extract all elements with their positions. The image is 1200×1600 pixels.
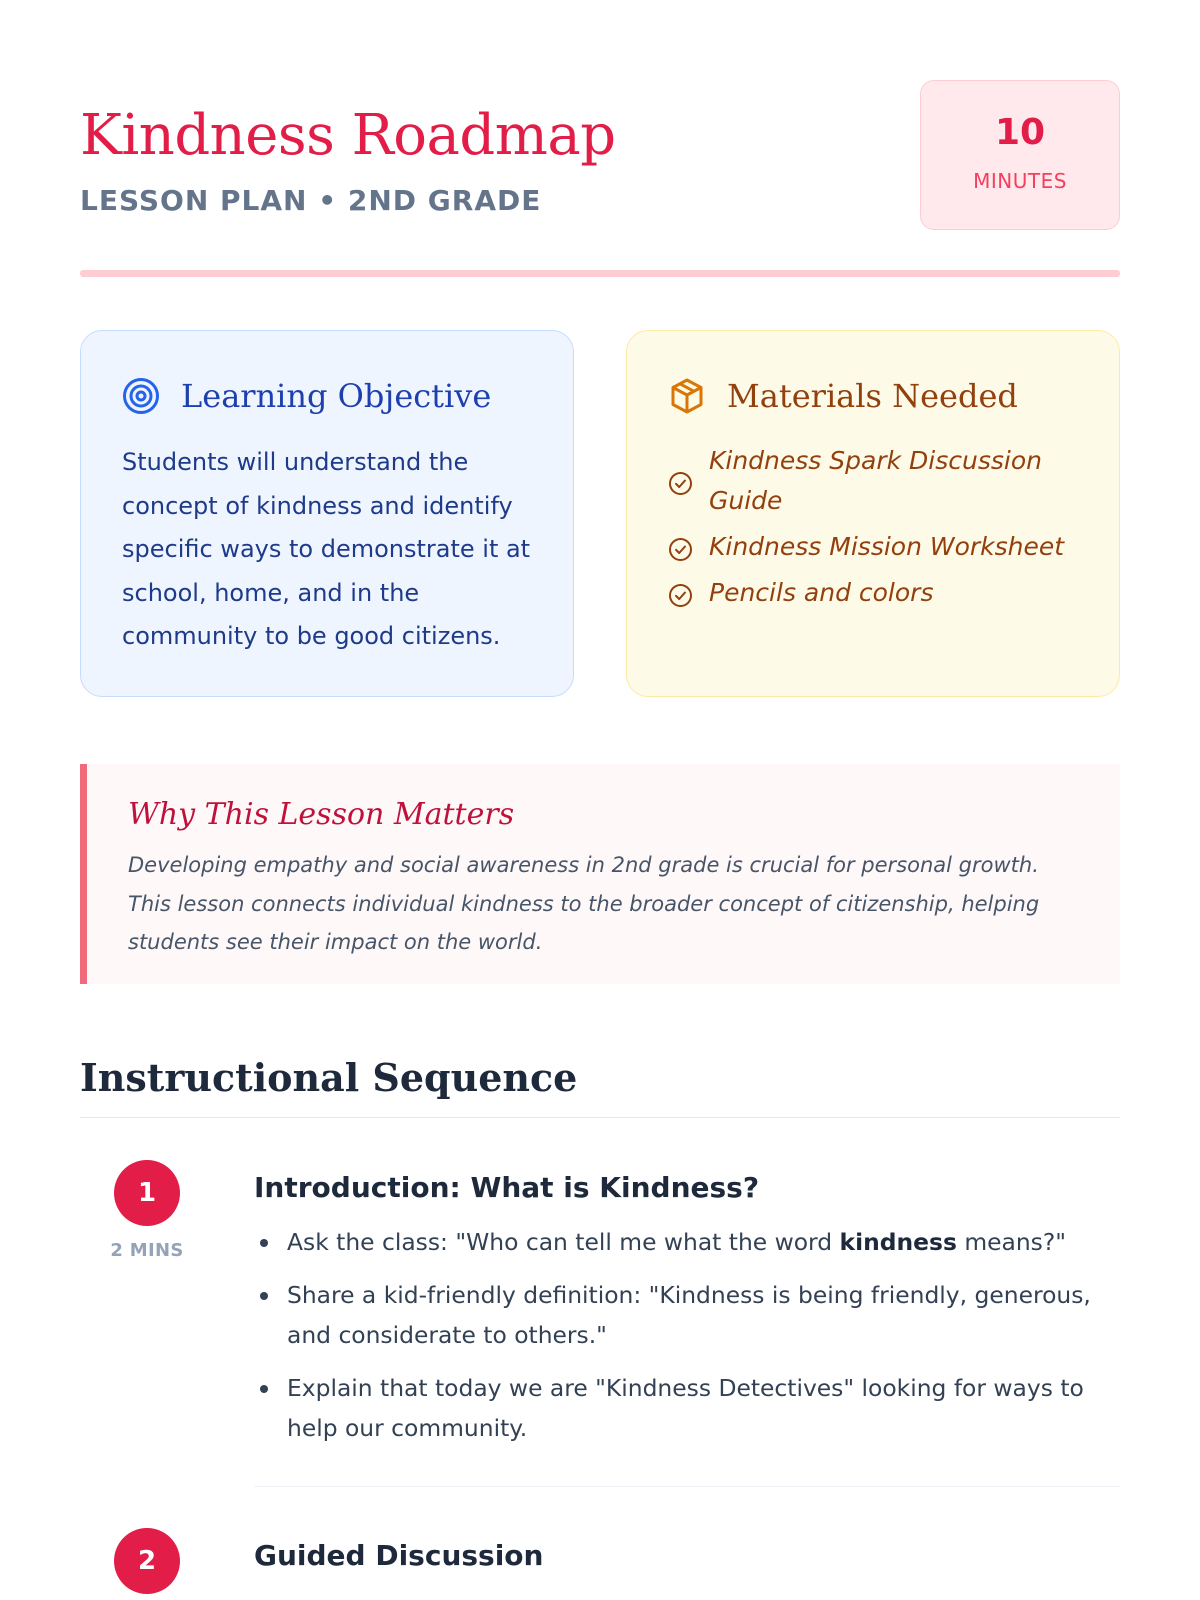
page-title: Kindness Roadmap bbox=[80, 103, 616, 168]
learning-objective-header bbox=[121, 371, 491, 421]
check-circle-icon bbox=[668, 580, 693, 605]
duration-badge bbox=[920, 80, 1120, 230]
bullet-text: means?" bbox=[956, 1228, 1067, 1256]
lesson-plan-page bbox=[80, 0, 1120, 1600]
materials-card bbox=[626, 330, 1120, 697]
step-title: Guided Discussion bbox=[254, 1539, 544, 1572]
package-icon bbox=[667, 376, 707, 416]
duration-number: 10 bbox=[994, 112, 1046, 153]
materials-list bbox=[668, 441, 1098, 619]
material-item bbox=[668, 527, 1098, 567]
why-text: Developing empathy and social awareness in 2nd grade is crucial for personal growth. This lesson connects individual kindness to the broader concept of citizenship, helping students see their impact on the world. bbox=[128, 853, 1040, 954]
sequence-divider bbox=[80, 1117, 1120, 1118]
step-number-badge: 2 bbox=[114, 1528, 180, 1594]
step-duration: 2 MINS bbox=[110, 1240, 184, 1261]
step-bullet bbox=[254, 1222, 1094, 1262]
material-label: Pencils and colors bbox=[709, 578, 934, 607]
step-divider bbox=[254, 1486, 1120, 1487]
bullet-text: Share a kid-friendly definition: "Kindness is being friendly, generous, and considerate to others." bbox=[287, 1281, 1091, 1349]
why-title: Why This Lesson Matters bbox=[128, 797, 515, 832]
page-subtitle: LESSON PLAN • 2ND GRADE bbox=[80, 184, 542, 217]
material-label: Kindness Mission Worksheet bbox=[709, 532, 1065, 561]
header-divider bbox=[80, 270, 1120, 277]
material-label: Kindness Spark Discussion Guide bbox=[709, 446, 1042, 515]
material-item bbox=[668, 441, 1098, 521]
materials-header bbox=[667, 371, 1018, 421]
target-icon bbox=[121, 376, 161, 416]
why-this-matters-callout bbox=[80, 764, 1120, 984]
bullet-text: Ask the class: "Who can tell me what the word bbox=[287, 1228, 840, 1256]
sequence-title: Instructional Sequence bbox=[80, 1055, 578, 1100]
check-circle-icon bbox=[668, 468, 693, 493]
bullet-text: Explain that today we are "Kindness Detectives" looking for ways to help our community. bbox=[287, 1374, 1084, 1442]
material-item bbox=[668, 573, 1098, 613]
step-bullet-list bbox=[254, 1222, 1094, 1461]
step-bullet bbox=[254, 1368, 1094, 1448]
step-bullet bbox=[254, 1275, 1094, 1355]
lesson-header bbox=[80, 80, 1120, 230]
bullet-bold-text: kindness bbox=[839, 1228, 957, 1256]
step-number-badge: 1 bbox=[114, 1160, 180, 1226]
check-circle-icon bbox=[668, 534, 693, 559]
learning-objective-card bbox=[80, 330, 574, 697]
materials-title: Materials Needed bbox=[727, 377, 1018, 415]
learning-objective-title: Learning Objective bbox=[181, 377, 492, 415]
step-title: Introduction: What is Kindness? bbox=[254, 1171, 760, 1204]
duration-unit: MINUTES bbox=[973, 169, 1067, 193]
learning-objective-text: Students will understand the concept of kindness and identify specific ways to demonstrate it at school, home, and in the community to be good citizens. bbox=[122, 448, 531, 650]
